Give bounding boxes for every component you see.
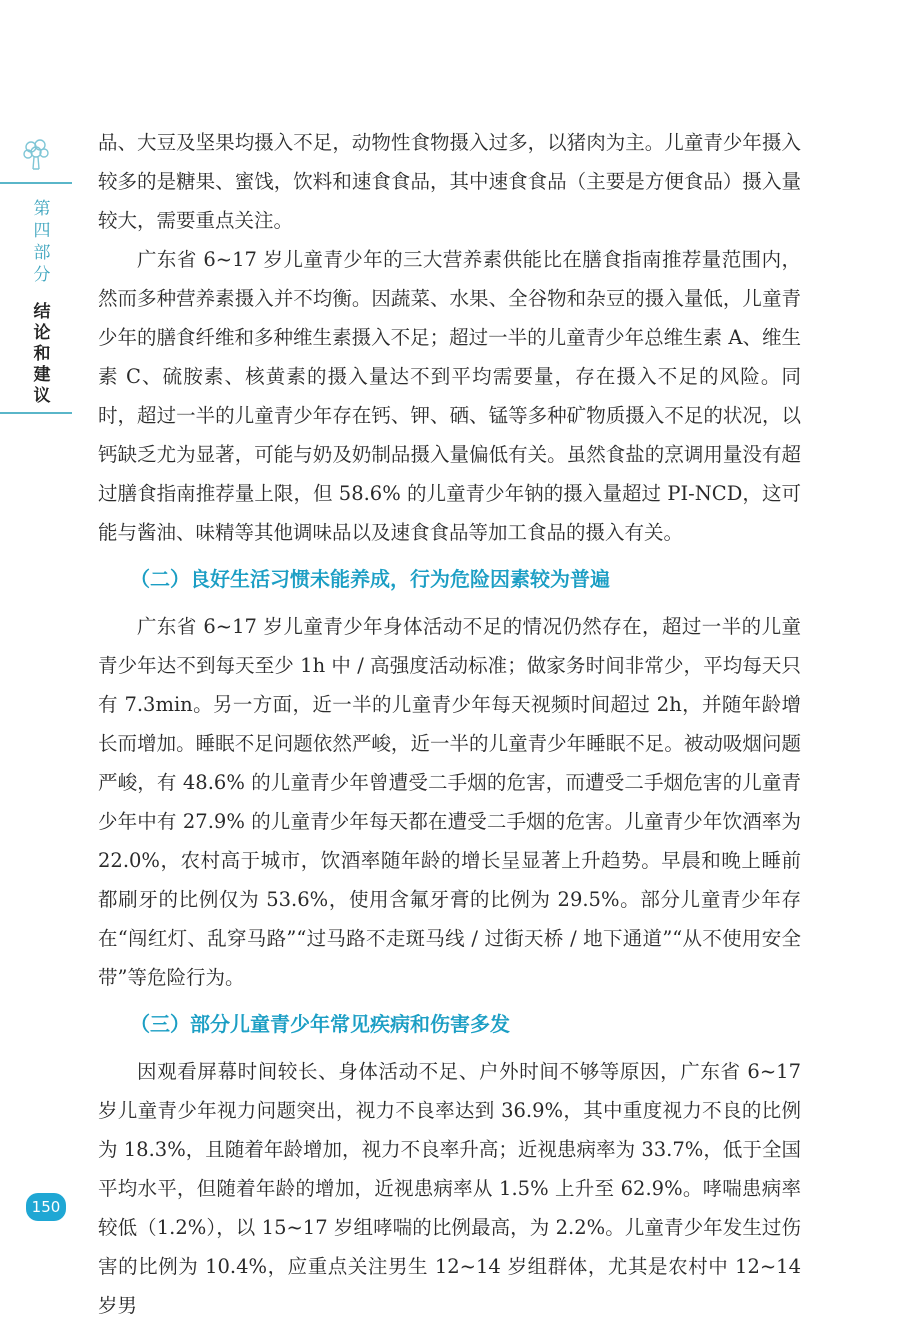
paragraph-2: 广东省 6~17 岁儿童青少年的三大营养素供能比在膳食指南推荐量范围内，然而多种营养素摄入并不均衡。因蔬菜、水果、全谷物和杂豆的摄入量低，儿童青少年的膳食纤维和多种维生素摄入不足；超过一半的儿童青少年总维生素 A、维生素 C、硫胺素、核黄素的摄入量达不到平均需要量，存在摄入不足的风险。同时，超过一半的儿童青少年存在钙、钾、硒、锰等多种矿物质摄入不足的状况，以钙缺乏尤为显著，可能与奶及奶制品摄入量偏低有关。虽然食盐的烹调用量没有超过膳食指南推荐量上限，但 58.6% 的儿童青少年钠的摄入量超过 PI-NCD，这可能与酱油、味精等其他调味品以及速食食品等加工食品的摄入有关。 [98, 248, 801, 544]
paragraph-3: 广东省 6~17 岁儿童青少年身体活动不足的情况仍然存在，超过一半的儿童青少年达不到每天至少 1h 中 / 高强度活动标准；做家务时间非常少，平均每天只有 7.3min。另一方面，近一半的儿童青少年每天视频时间超过 2h，并随年龄增长而增加。睡眠不足问题依然严峻，近一半的儿童青少年睡眠不足。被动吸烟问题严峻，有 48.6% 的儿童青少年曾遭受二手烟的危害，而遭受二手烟危害的儿童青少年中有 27.9% 的儿童青少年每天都在遭受二手烟的危害。儿童青少年饮酒率为 22.0%，农村高于城市，饮酒率随年龄的增长呈显著上升趋势。早晨和晚上睡前都刷牙的比例仅为 53.6%，使用含氟牙膏的比例为 29.5%。部分儿童青少年存在“闯红灯、乱穿马路”“过马路不走斑马线 / 过街天桥 / 地下通道”“从不使用安全带”等危险行为。 [98, 615, 801, 989]
section-heading-3: （三）部分儿童青少年常见疾病和伤害多发 [130, 1012, 510, 1036]
section-title: 结论和建议 [33, 302, 51, 406]
side-divider-bottom [0, 412, 72, 414]
section-heading-2: （二）良好生活习惯未能养成，行为危险因素较为普遍 [130, 567, 610, 591]
part-label: 第四部分 [33, 199, 51, 285]
broccoli-icon [22, 138, 50, 176]
paragraph-4: 因观看屏幕时间较长、身体活动不足、户外时间不够等原因，广东省 6~17 岁儿童青少年视力问题突出，视力不良率达到 36.9%，其中重度视力不良的比例为 18.3%，且随着年龄增加，视力不良率升高；近视患病率为 33.7%，低于全国平均水平，但随着年龄的增加，近视患病率从 1.5% 上升至 62.9%。哮喘患病率较低（1.2%），以 15~17 岁组哮喘的比例最高，为 2.2%。儿童青少年发生过伤害的比例为 10.4%，应重点关注男生 12~14 岁组群体，尤其是农村中 12~14 岁男 [98, 1060, 801, 1317]
page-body [98, 123, 801, 1325]
page-number: 150 [26, 1193, 66, 1221]
side-divider-top [0, 182, 72, 184]
chapter-side-tab [0, 138, 72, 414]
paragraph-1: 品、大豆及坚果均摄入不足，动物性食物摄入过多，以猪肉为主。儿童青少年摄入较多的是糖果、蜜饯，饮料和速食食品，其中速食食品（主要是方便食品）摄入量较大，需要重点关注。 [98, 131, 801, 232]
